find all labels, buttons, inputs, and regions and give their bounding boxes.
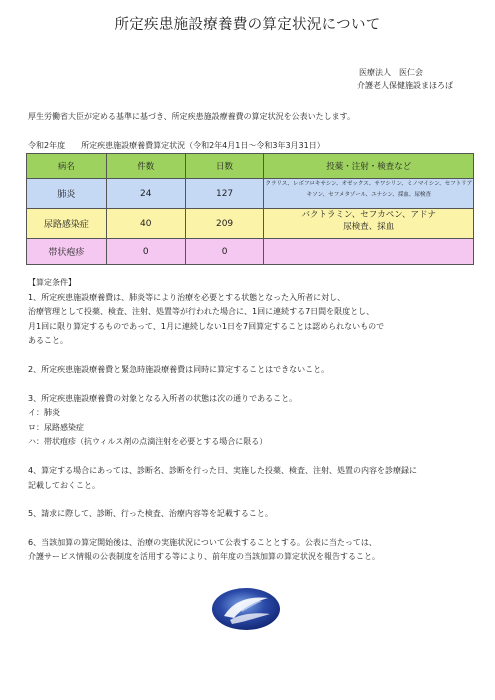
days-cell: 209 — [185, 209, 264, 239]
treatment-cell — [264, 209, 474, 239]
disease-cell: 肺炎 — [27, 179, 107, 209]
cases-cell: 40 — [106, 209, 185, 239]
cases-cell: 24 — [106, 179, 185, 209]
condition-line: 5、請求に際して、診断、行った検査、治療内容等を記載すること。 — [28, 509, 273, 519]
condition-line: 4、算定する場合にあっては、診断名、診断を行った日、実施した投薬、検査、注射、処置の内容を診療録に — [28, 465, 418, 475]
intro-text: 厚生労働省大臣が定める基準に基づき、所定疾患施設療養費の算定状況を公表いたします。 — [28, 112, 356, 121]
cases-cell: 0 — [106, 239, 185, 265]
treatment-cell: クラリス、レボフロキサシン、オゼックス、サワシリン、ミノマイシン、セフトリアキソン、セフメタゾール、ユナシン、採血、尿検査 — [264, 179, 474, 209]
fiscal-year: 令和2年度 — [28, 141, 66, 150]
condition-line: 3、所定疾患施設療養費の対象となる入所者の状態は次の通りであること。 — [28, 393, 298, 403]
treatment-line: バクトラミン、セフカペン、アドナ — [301, 210, 437, 220]
disease-cell: 尿路感染症 — [27, 209, 107, 239]
organization-block — [357, 66, 453, 92]
treatment-cell — [264, 239, 474, 265]
table-header-row — [27, 154, 474, 179]
table-row — [27, 179, 474, 209]
condition-item: イ：肺炎 — [28, 408, 60, 418]
conditions-section — [28, 276, 468, 565]
disease-cell: 帯状疱疹 — [27, 239, 107, 265]
condition-item: ロ：尿路感染症 — [28, 422, 84, 432]
org-corporation: 医療法人 医仁会 — [359, 68, 423, 77]
facility-logo-icon — [210, 586, 282, 632]
condition-line: あること。 — [28, 336, 68, 346]
stats-table — [26, 153, 474, 265]
condition-line: 月1回に限り算定するものであって、1月に連続しない1日を7回算定することは認められないもので — [28, 321, 385, 331]
header-days: 日数 — [185, 154, 264, 179]
header-treatment: 投薬・注射・検査など — [264, 154, 474, 179]
table-row — [27, 239, 474, 265]
org-facility: 介護老人保健施設まほろば — [357, 81, 453, 90]
table-row — [27, 209, 474, 239]
condition-line: 6、当該加算の算定開始後は、治療の実施状況について公表することとする。公表に当たっては、 — [28, 537, 377, 547]
conditions-heading: 【算定条件】 — [28, 278, 76, 287]
condition-line: 1、所定疾患施設療養費は、肺炎等により治療を必要とする状態となった入所者に対し、 — [28, 292, 346, 302]
table-caption — [28, 140, 325, 151]
header-cases: 件数 — [106, 154, 185, 179]
caption-text: 所定疾患施設療養費算定状況（令和2年4月1日～令和3年3月31日） — [81, 141, 325, 150]
days-cell: 0 — [185, 239, 264, 265]
condition-line: 介護サービス情報の公表制度を活用する等により、前年度の当該加算の算定状況を報告すること。 — [28, 552, 380, 562]
treatment-line: 尿検査、採血 — [343, 222, 395, 232]
days-cell: 127 — [185, 179, 264, 209]
header-disease: 病名 — [27, 154, 107, 179]
condition-line: 記載しておくこと。 — [28, 480, 100, 490]
condition-line: 治療管理として投薬、検査、注射、処置等が行われた場合に、1回に連続する7日間を限度とし、 — [28, 307, 375, 317]
condition-line: 2、所定疾患施設療養費と緊急時施設療養費は同時に算定することはできないこと。 — [28, 364, 330, 374]
page-title: 所定疾患施設療養費の算定状況について — [114, 17, 381, 33]
condition-item: ハ：帯状疱疹（抗ウィルス剤の点滴注射を必要とする場合に限る） — [28, 437, 268, 447]
